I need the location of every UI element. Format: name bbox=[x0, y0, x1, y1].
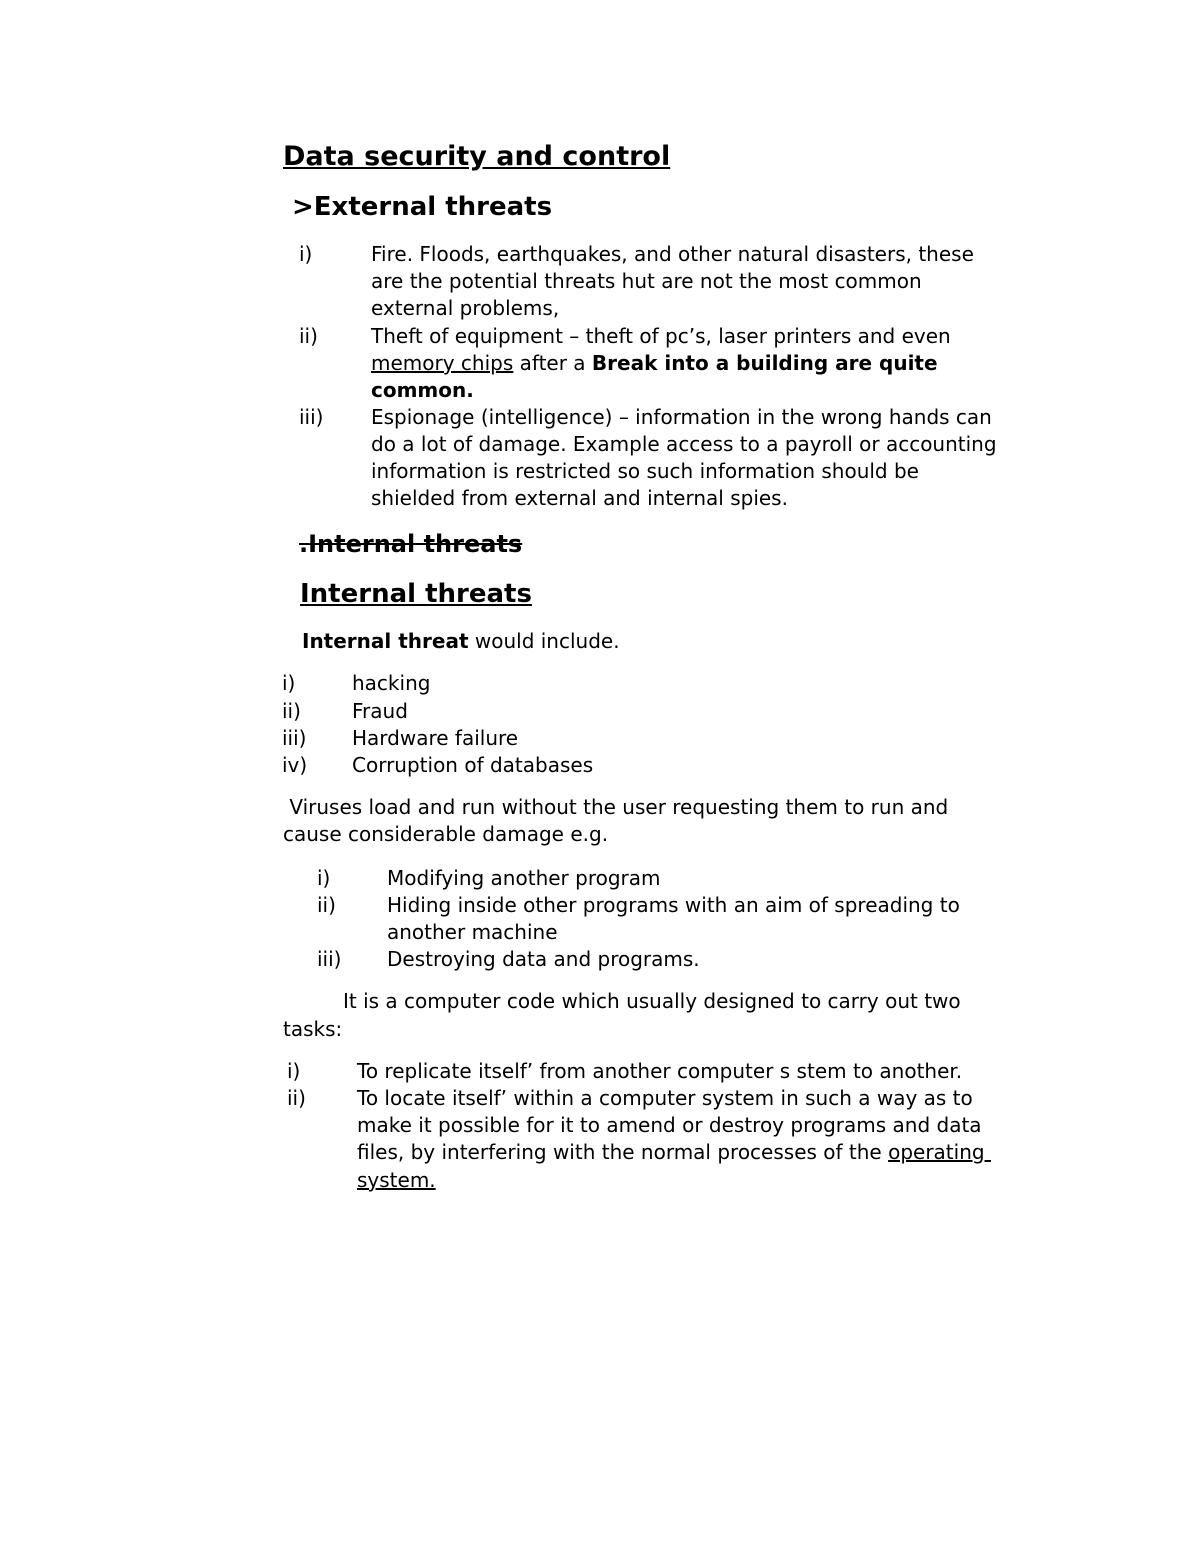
list-marker: i) bbox=[299, 242, 313, 266]
bold-text: common. bbox=[371, 378, 474, 402]
list-marker: iv) bbox=[282, 753, 308, 777]
list-marker: iii) bbox=[299, 405, 324, 429]
struck-heading: .Internal threats bbox=[299, 530, 523, 558]
list-item-line: Destroying data and programs. bbox=[387, 947, 700, 971]
list-item-line bbox=[357, 1140, 991, 1164]
list-item: Fraud bbox=[352, 699, 408, 723]
text-run: files, by interfering with the normal processes of the bbox=[357, 1140, 889, 1164]
list-item-line: To locate itself’ within a computer system in such a way as to bbox=[357, 1086, 973, 1110]
list-item-line bbox=[371, 351, 938, 375]
list-item-line: Espionage (intelligence) – information in the wrong hands can bbox=[371, 405, 992, 429]
list-item-line: To replicate itself’ from another computer s stem to another. bbox=[357, 1059, 963, 1083]
internal-intro bbox=[302, 629, 620, 653]
operating-system-link[interactable]: operating bbox=[888, 1140, 991, 1164]
list-item-line: another machine bbox=[387, 920, 558, 944]
list-item-line: external problems, bbox=[371, 296, 560, 320]
viruses-paragraph-line: cause considerable damage e.g. bbox=[283, 822, 609, 846]
external-threats-heading: >External threats bbox=[292, 192, 553, 222]
list-item-line: information is restricted so such information should be bbox=[371, 459, 919, 483]
bold-text: Break into a building are quite bbox=[591, 351, 938, 375]
list-marker: ii) bbox=[287, 1086, 306, 1110]
list-item: hacking bbox=[352, 671, 431, 695]
list-marker: ii) bbox=[282, 699, 301, 723]
list-item: Corruption of databases bbox=[352, 753, 594, 777]
list-marker: iii) bbox=[317, 947, 342, 971]
operating-system-link[interactable]: system. bbox=[357, 1168, 436, 1192]
list-item-line: do a lot of damage. Example access to a payroll or accounting bbox=[371, 432, 997, 456]
list-item: Hardware failure bbox=[352, 726, 519, 750]
text-run: after a bbox=[513, 351, 592, 375]
viruses-paragraph-line: Viruses load and run without the user requesting them to run and bbox=[283, 795, 949, 819]
list-marker: ii) bbox=[299, 324, 318, 348]
code-paragraph-line: It is a computer code which usually designed to carry out two bbox=[343, 989, 961, 1013]
list-item-line: shielded from external and internal spies. bbox=[371, 486, 788, 510]
internal-threats-heading: Internal threats bbox=[300, 579, 532, 609]
list-item-line: Theft of equipment – theft of pc’s, laser printers and even bbox=[371, 324, 951, 348]
list-marker: iii) bbox=[282, 726, 307, 750]
list-item-line: Fire. Floods, earthquakes, and other natural disasters, these bbox=[371, 242, 974, 266]
list-item-line: Modifying another program bbox=[387, 866, 661, 890]
list-item-line: make it possible for it to amend or destroy programs and data bbox=[357, 1113, 982, 1137]
list-marker: ii) bbox=[317, 893, 336, 917]
bold-text: Internal threat bbox=[302, 629, 469, 653]
list-marker: i) bbox=[287, 1059, 301, 1083]
text-run: would include. bbox=[468, 629, 620, 653]
document-title: Data security and control bbox=[283, 141, 671, 172]
list-marker: i) bbox=[317, 866, 331, 890]
list-marker: i) bbox=[282, 671, 296, 695]
code-paragraph-line: tasks: bbox=[283, 1017, 343, 1041]
list-item-line: Hiding inside other programs with an aim of spreading to bbox=[387, 893, 960, 917]
memory-chips-link[interactable]: memory chips bbox=[371, 351, 514, 375]
list-item-line: are the potential threats hut are not the most common bbox=[371, 269, 922, 293]
